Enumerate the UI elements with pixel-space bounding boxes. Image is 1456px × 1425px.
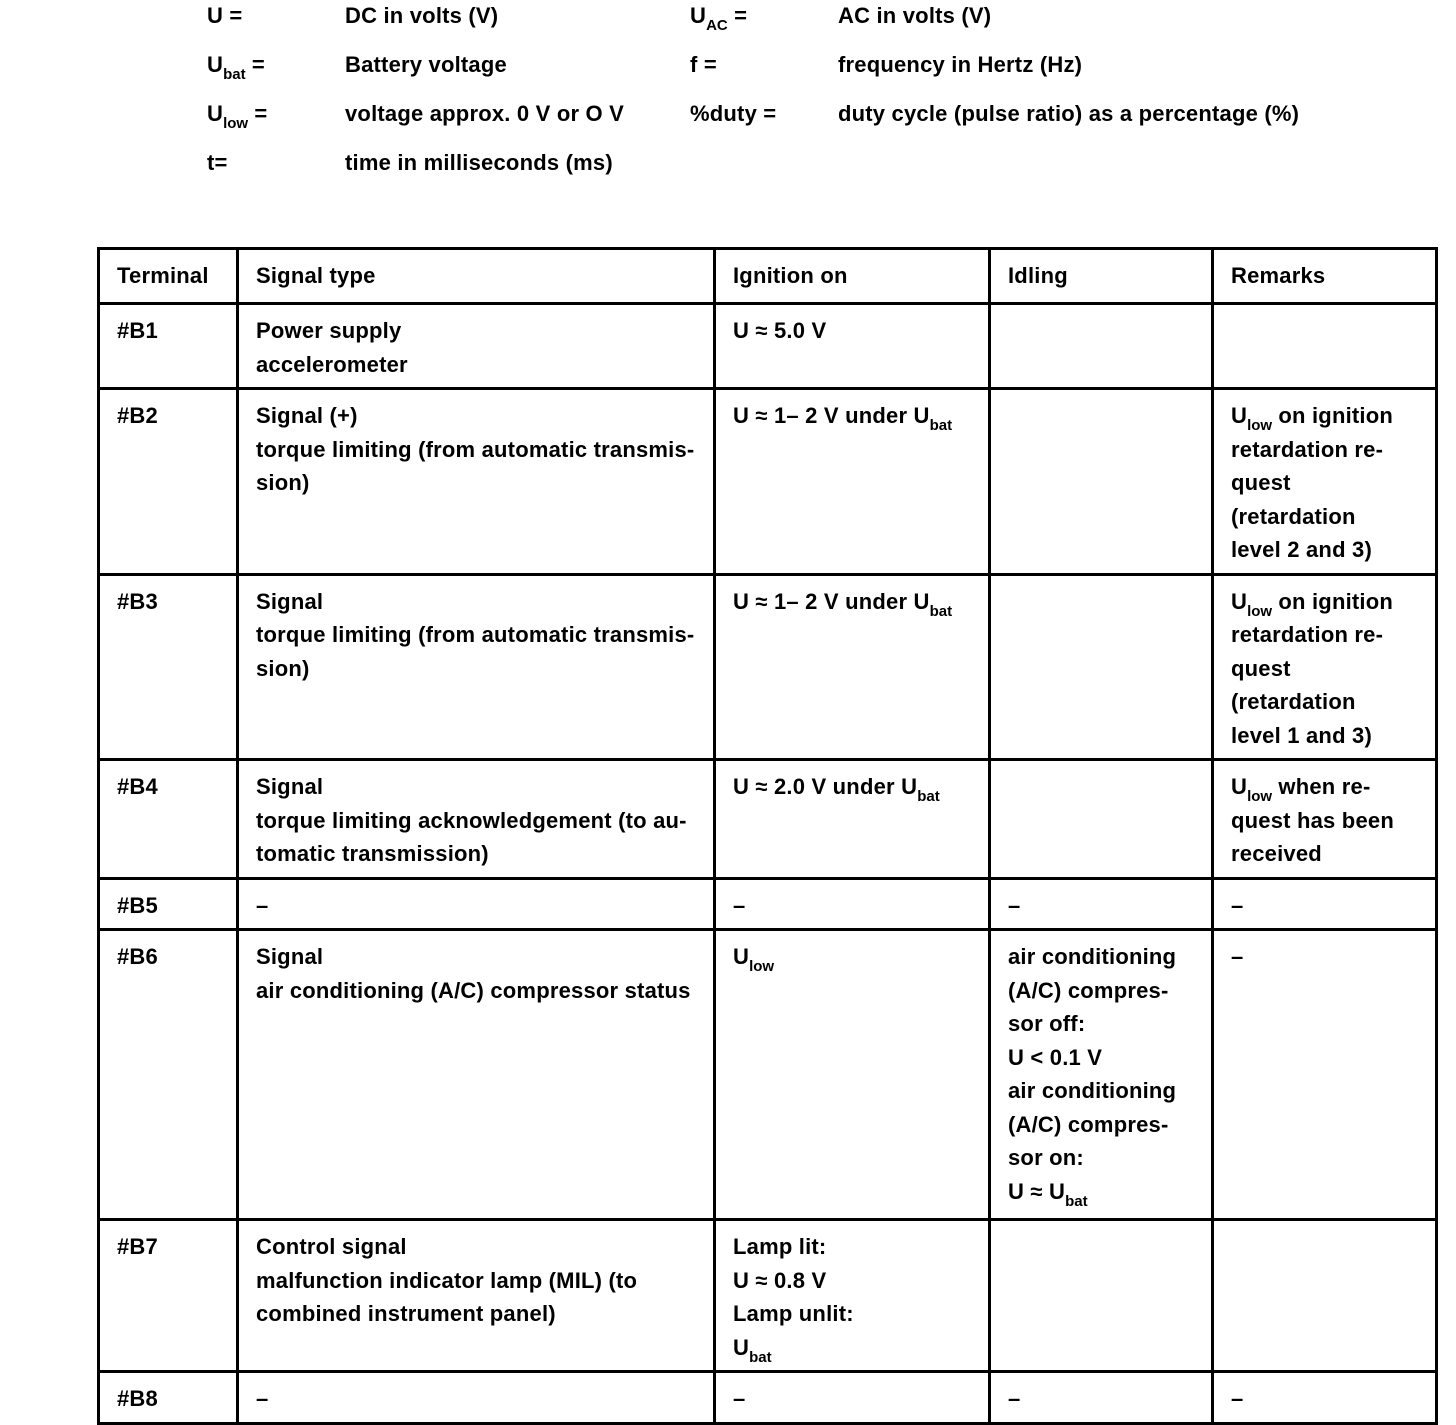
- cell-remarks: [1213, 1220, 1437, 1372]
- legend-row: [207, 3, 1436, 52]
- legend: [207, 3, 1436, 199]
- table-header-row: [99, 249, 1437, 304]
- legend-description: AC in volts (V): [838, 3, 992, 28]
- cell-idling: [990, 1220, 1213, 1372]
- cell-terminal: #B5: [99, 878, 238, 930]
- legend-symbol: U =: [207, 3, 243, 28]
- cell-idling: [990, 760, 1213, 879]
- cell-idling: –: [990, 1372, 1213, 1424]
- cell-ignition-on: U ≈ 1– 2 V under $U_{bat}$: [715, 574, 990, 760]
- table-row-b8: [99, 1372, 1437, 1424]
- table-row-b7: [99, 1220, 1437, 1372]
- legend-symbol: $U_{bat}$ =: [207, 52, 265, 83]
- cell-remarks: –: [1213, 878, 1437, 930]
- legend-row: [207, 101, 1436, 150]
- cell-signal-type: Control signal malfunction indicator lamp (MIL) (to combined instrument panel): [238, 1220, 715, 1372]
- legend-description: duty cycle (pulse ratio) as a percentage (%): [838, 101, 1300, 126]
- cell-ignition-on: U ≈ 5.0 V: [715, 304, 990, 389]
- cell-ignition-on: Lamp lit: U ≈ 0.8 V Lamp unlit: $U_{bat}$: [715, 1220, 990, 1372]
- cell-terminal: #B2: [99, 389, 238, 575]
- legend-row: [207, 52, 1436, 101]
- cell-terminal: #B3: [99, 574, 238, 760]
- cell-terminal: #B8: [99, 1372, 238, 1424]
- cell-ignition-on: U ≈ 1– 2 V under $U_{bat}$: [715, 389, 990, 575]
- legend-symbol: %duty =: [690, 101, 777, 126]
- cell-remarks: $U_{low}$ when re- quest has been received: [1213, 760, 1437, 879]
- cell-ignition-on: –: [715, 878, 990, 930]
- cell-signal-type: –: [238, 878, 715, 930]
- legend-description: DC in volts (V): [345, 3, 499, 28]
- legend-description: Battery voltage: [345, 52, 507, 77]
- cell-ignition-on: –: [715, 1372, 990, 1424]
- legend-symbol: $U_{AC}$ =: [690, 3, 748, 34]
- cell-remarks: [1213, 304, 1437, 389]
- cell-idling: [990, 574, 1213, 760]
- legend-symbol: f =: [690, 52, 717, 77]
- cell-idling: [990, 389, 1213, 575]
- table-row-b2: [99, 389, 1437, 575]
- cell-signal-type: Signal torque limiting (from automatic transmis- sion): [238, 574, 715, 760]
- table-row-b1: [99, 304, 1437, 389]
- cell-signal-type: –: [238, 1372, 715, 1424]
- header-signal-type: Signal type: [238, 249, 715, 304]
- cell-remarks: $U_{low}$ on ignition retardation re- quest (retardation level 1 and 3): [1213, 574, 1437, 760]
- cell-terminal: #B7: [99, 1220, 238, 1372]
- cell-terminal: #B6: [99, 930, 238, 1220]
- cell-remarks: –: [1213, 1372, 1437, 1424]
- header-ignition-on: Ignition on: [715, 249, 990, 304]
- cell-idling: [990, 304, 1213, 389]
- header-terminal: Terminal: [99, 249, 238, 304]
- cell-ignition-on: $U_{low}$: [715, 930, 990, 1220]
- table-row-b6: [99, 930, 1437, 1220]
- signals-table: [97, 247, 1438, 1425]
- cell-signal-type: Signal torque limiting acknowledgement (to au- tomatic transmission): [238, 760, 715, 879]
- table-row-b5: [99, 878, 1437, 930]
- cell-signal-type: Signal air conditioning (A/C) compressor status: [238, 930, 715, 1220]
- cell-signal-type: Power supply accelerometer: [238, 304, 715, 389]
- cell-ignition-on: U ≈ 2.0 V under $U_{bat}$: [715, 760, 990, 879]
- legend-description: time in milliseconds (ms): [345, 150, 613, 175]
- cell-remarks: –: [1213, 930, 1437, 1220]
- table-row-b4: [99, 760, 1437, 879]
- legend-description: frequency in Hertz (Hz): [838, 52, 1083, 77]
- cell-idling: –: [990, 878, 1213, 930]
- legend-symbol: t=: [207, 150, 228, 175]
- legend-description: voltage approx. 0 V or O V: [345, 101, 625, 126]
- table-row-b3: [99, 574, 1437, 760]
- cell-terminal: #B4: [99, 760, 238, 879]
- cell-remarks: $U_{low}$ on ignition retardation re- quest (retardation level 2 and 3): [1213, 389, 1437, 575]
- cell-signal-type: Signal (+) torque limiting (from automatic transmis- sion): [238, 389, 715, 575]
- cell-idling: air conditioning (A/C) compres- sor off: U < 0.1 V air conditioning (A/C) compres- sor on: $U \approx U_{bat}$: [990, 930, 1213, 1220]
- legend-symbol: $U_{low}$ =: [207, 101, 268, 132]
- legend-row: [207, 150, 1436, 199]
- header-idling: Idling: [990, 249, 1213, 304]
- header-remarks: Remarks: [1213, 249, 1437, 304]
- cell-terminal: #B1: [99, 304, 238, 389]
